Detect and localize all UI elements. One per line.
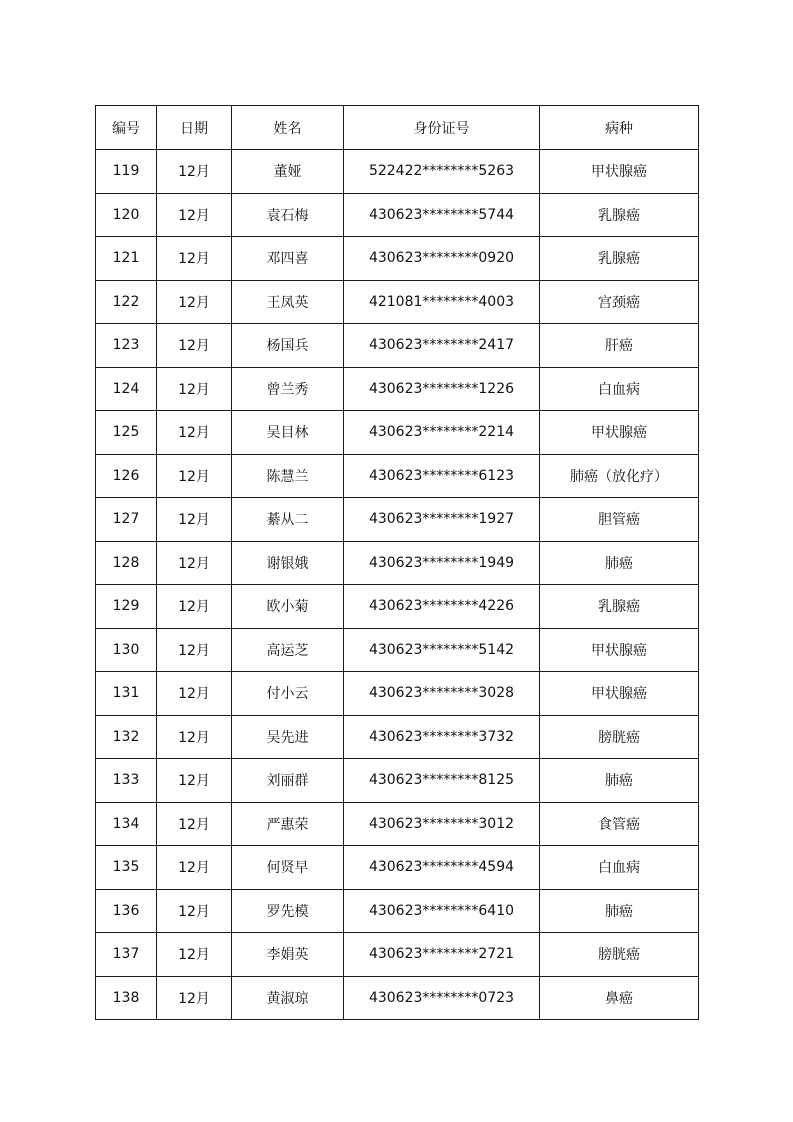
cell-name: 付小云 bbox=[232, 672, 344, 716]
cell-number: 127 bbox=[96, 498, 157, 542]
cell-disease: 肺癌 bbox=[540, 759, 699, 803]
cell-number: 119 bbox=[96, 150, 157, 194]
table-row bbox=[96, 802, 699, 846]
cell-id-number: 430623********8125 bbox=[344, 759, 540, 803]
table-row bbox=[96, 411, 699, 455]
cell-number: 137 bbox=[96, 933, 157, 977]
table-row bbox=[96, 541, 699, 585]
cell-number: 121 bbox=[96, 237, 157, 281]
cell-date: 12月 bbox=[157, 237, 232, 281]
cell-disease: 肝癌 bbox=[540, 324, 699, 368]
cell-name: 吴先进 bbox=[232, 715, 344, 759]
cell-name: 欧小菊 bbox=[232, 585, 344, 629]
cell-disease: 鼻癌 bbox=[540, 976, 699, 1020]
table-row bbox=[96, 498, 699, 542]
cell-disease: 乳腺癌 bbox=[540, 585, 699, 629]
cell-id-number: 430623********0920 bbox=[344, 237, 540, 281]
table-row bbox=[96, 193, 699, 237]
cell-name: 吴目林 bbox=[232, 411, 344, 455]
cell-disease: 乳腺癌 bbox=[540, 237, 699, 281]
cell-name: 严惠荣 bbox=[232, 802, 344, 846]
header-date: 日期 bbox=[157, 106, 232, 150]
cell-id-number: 430623********5744 bbox=[344, 193, 540, 237]
cell-date: 12月 bbox=[157, 150, 232, 194]
cell-name: 李娟英 bbox=[232, 933, 344, 977]
table-row bbox=[96, 454, 699, 498]
cell-date: 12月 bbox=[157, 846, 232, 890]
cell-date: 12月 bbox=[157, 454, 232, 498]
table-header bbox=[96, 106, 699, 150]
cell-disease: 膀胱癌 bbox=[540, 933, 699, 977]
cell-id-number: 430623********3028 bbox=[344, 672, 540, 716]
table-row bbox=[96, 367, 699, 411]
cell-number: 123 bbox=[96, 324, 157, 368]
table-row bbox=[96, 237, 699, 281]
table-row bbox=[96, 933, 699, 977]
cell-disease: 白血病 bbox=[540, 846, 699, 890]
table-row bbox=[96, 324, 699, 368]
cell-disease: 甲状腺癌 bbox=[540, 411, 699, 455]
cell-disease: 肺癌 bbox=[540, 889, 699, 933]
cell-id-number: 430623********4594 bbox=[344, 846, 540, 890]
cell-number: 129 bbox=[96, 585, 157, 629]
header-disease: 病种 bbox=[540, 106, 699, 150]
table-row bbox=[96, 585, 699, 629]
cell-name: 高运芝 bbox=[232, 628, 344, 672]
cell-id-number: 421081********4003 bbox=[344, 280, 540, 324]
cell-number: 133 bbox=[96, 759, 157, 803]
table-row bbox=[96, 150, 699, 194]
cell-disease: 甲状腺癌 bbox=[540, 672, 699, 716]
cell-date: 12月 bbox=[157, 367, 232, 411]
cell-date: 12月 bbox=[157, 411, 232, 455]
cell-id-number: 430623********4226 bbox=[344, 585, 540, 629]
cell-id-number: 430623********3012 bbox=[344, 802, 540, 846]
cell-date: 12月 bbox=[157, 672, 232, 716]
cell-disease: 胆管癌 bbox=[540, 498, 699, 542]
cell-name: 董娅 bbox=[232, 150, 344, 194]
cell-number: 132 bbox=[96, 715, 157, 759]
cell-name: 黄淑琼 bbox=[232, 976, 344, 1020]
cell-disease: 食管癌 bbox=[540, 802, 699, 846]
cell-name: 陈慧兰 bbox=[232, 454, 344, 498]
cell-id-number: 430623********5142 bbox=[344, 628, 540, 672]
cell-id-number: 430623********0723 bbox=[344, 976, 540, 1020]
cell-id-number: 430623********2417 bbox=[344, 324, 540, 368]
cell-date: 12月 bbox=[157, 889, 232, 933]
header-row bbox=[96, 106, 699, 150]
cell-id-number: 430623********1226 bbox=[344, 367, 540, 411]
cell-disease: 肺癌（放化疗） bbox=[540, 454, 699, 498]
cell-id-number: 430623********6123 bbox=[344, 454, 540, 498]
cell-date: 12月 bbox=[157, 628, 232, 672]
cell-id-number: 430623********2721 bbox=[344, 933, 540, 977]
cell-number: 134 bbox=[96, 802, 157, 846]
cell-disease: 甲状腺癌 bbox=[540, 628, 699, 672]
cell-date: 12月 bbox=[157, 802, 232, 846]
cell-date: 12月 bbox=[157, 280, 232, 324]
table-row bbox=[96, 759, 699, 803]
cell-id-number: 430623********2214 bbox=[344, 411, 540, 455]
table-row bbox=[96, 628, 699, 672]
patient-record-table bbox=[95, 105, 699, 1020]
cell-disease: 白血病 bbox=[540, 367, 699, 411]
cell-disease: 肺癌 bbox=[540, 541, 699, 585]
cell-disease: 膀胱癌 bbox=[540, 715, 699, 759]
table-row bbox=[96, 280, 699, 324]
header-number: 编号 bbox=[96, 106, 157, 150]
cell-id-number: 522422********5263 bbox=[344, 150, 540, 194]
cell-id-number: 430623********1927 bbox=[344, 498, 540, 542]
cell-id-number: 430623********1949 bbox=[344, 541, 540, 585]
cell-number: 136 bbox=[96, 889, 157, 933]
cell-number: 120 bbox=[96, 193, 157, 237]
table-body bbox=[96, 150, 699, 1020]
cell-name: 王凤英 bbox=[232, 280, 344, 324]
cell-date: 12月 bbox=[157, 976, 232, 1020]
cell-name: 邓四喜 bbox=[232, 237, 344, 281]
cell-name: 綦从二 bbox=[232, 498, 344, 542]
cell-number: 124 bbox=[96, 367, 157, 411]
cell-date: 12月 bbox=[157, 585, 232, 629]
cell-number: 125 bbox=[96, 411, 157, 455]
cell-id-number: 430623********3732 bbox=[344, 715, 540, 759]
cell-date: 12月 bbox=[157, 933, 232, 977]
cell-name: 罗先模 bbox=[232, 889, 344, 933]
cell-number: 131 bbox=[96, 672, 157, 716]
cell-name: 袁石梅 bbox=[232, 193, 344, 237]
cell-date: 12月 bbox=[157, 193, 232, 237]
cell-number: 130 bbox=[96, 628, 157, 672]
cell-name: 曾兰秀 bbox=[232, 367, 344, 411]
cell-date: 12月 bbox=[157, 715, 232, 759]
cell-number: 122 bbox=[96, 280, 157, 324]
table-row bbox=[96, 889, 699, 933]
cell-name: 谢银娥 bbox=[232, 541, 344, 585]
cell-name: 刘丽群 bbox=[232, 759, 344, 803]
cell-date: 12月 bbox=[157, 324, 232, 368]
cell-number: 138 bbox=[96, 976, 157, 1020]
table-row bbox=[96, 672, 699, 716]
cell-date: 12月 bbox=[157, 541, 232, 585]
cell-number: 126 bbox=[96, 454, 157, 498]
table-row bbox=[96, 976, 699, 1020]
cell-date: 12月 bbox=[157, 498, 232, 542]
cell-id-number: 430623********6410 bbox=[344, 889, 540, 933]
header-id-number: 身份证号 bbox=[344, 106, 540, 150]
table-row bbox=[96, 715, 699, 759]
cell-date: 12月 bbox=[157, 759, 232, 803]
table-row bbox=[96, 846, 699, 890]
cell-number: 128 bbox=[96, 541, 157, 585]
cell-disease: 乳腺癌 bbox=[540, 193, 699, 237]
cell-name: 何贤早 bbox=[232, 846, 344, 890]
cell-disease: 宫颈癌 bbox=[540, 280, 699, 324]
cell-name: 杨国兵 bbox=[232, 324, 344, 368]
header-name: 姓名 bbox=[232, 106, 344, 150]
cell-disease: 甲状腺癌 bbox=[540, 150, 699, 194]
cell-number: 135 bbox=[96, 846, 157, 890]
